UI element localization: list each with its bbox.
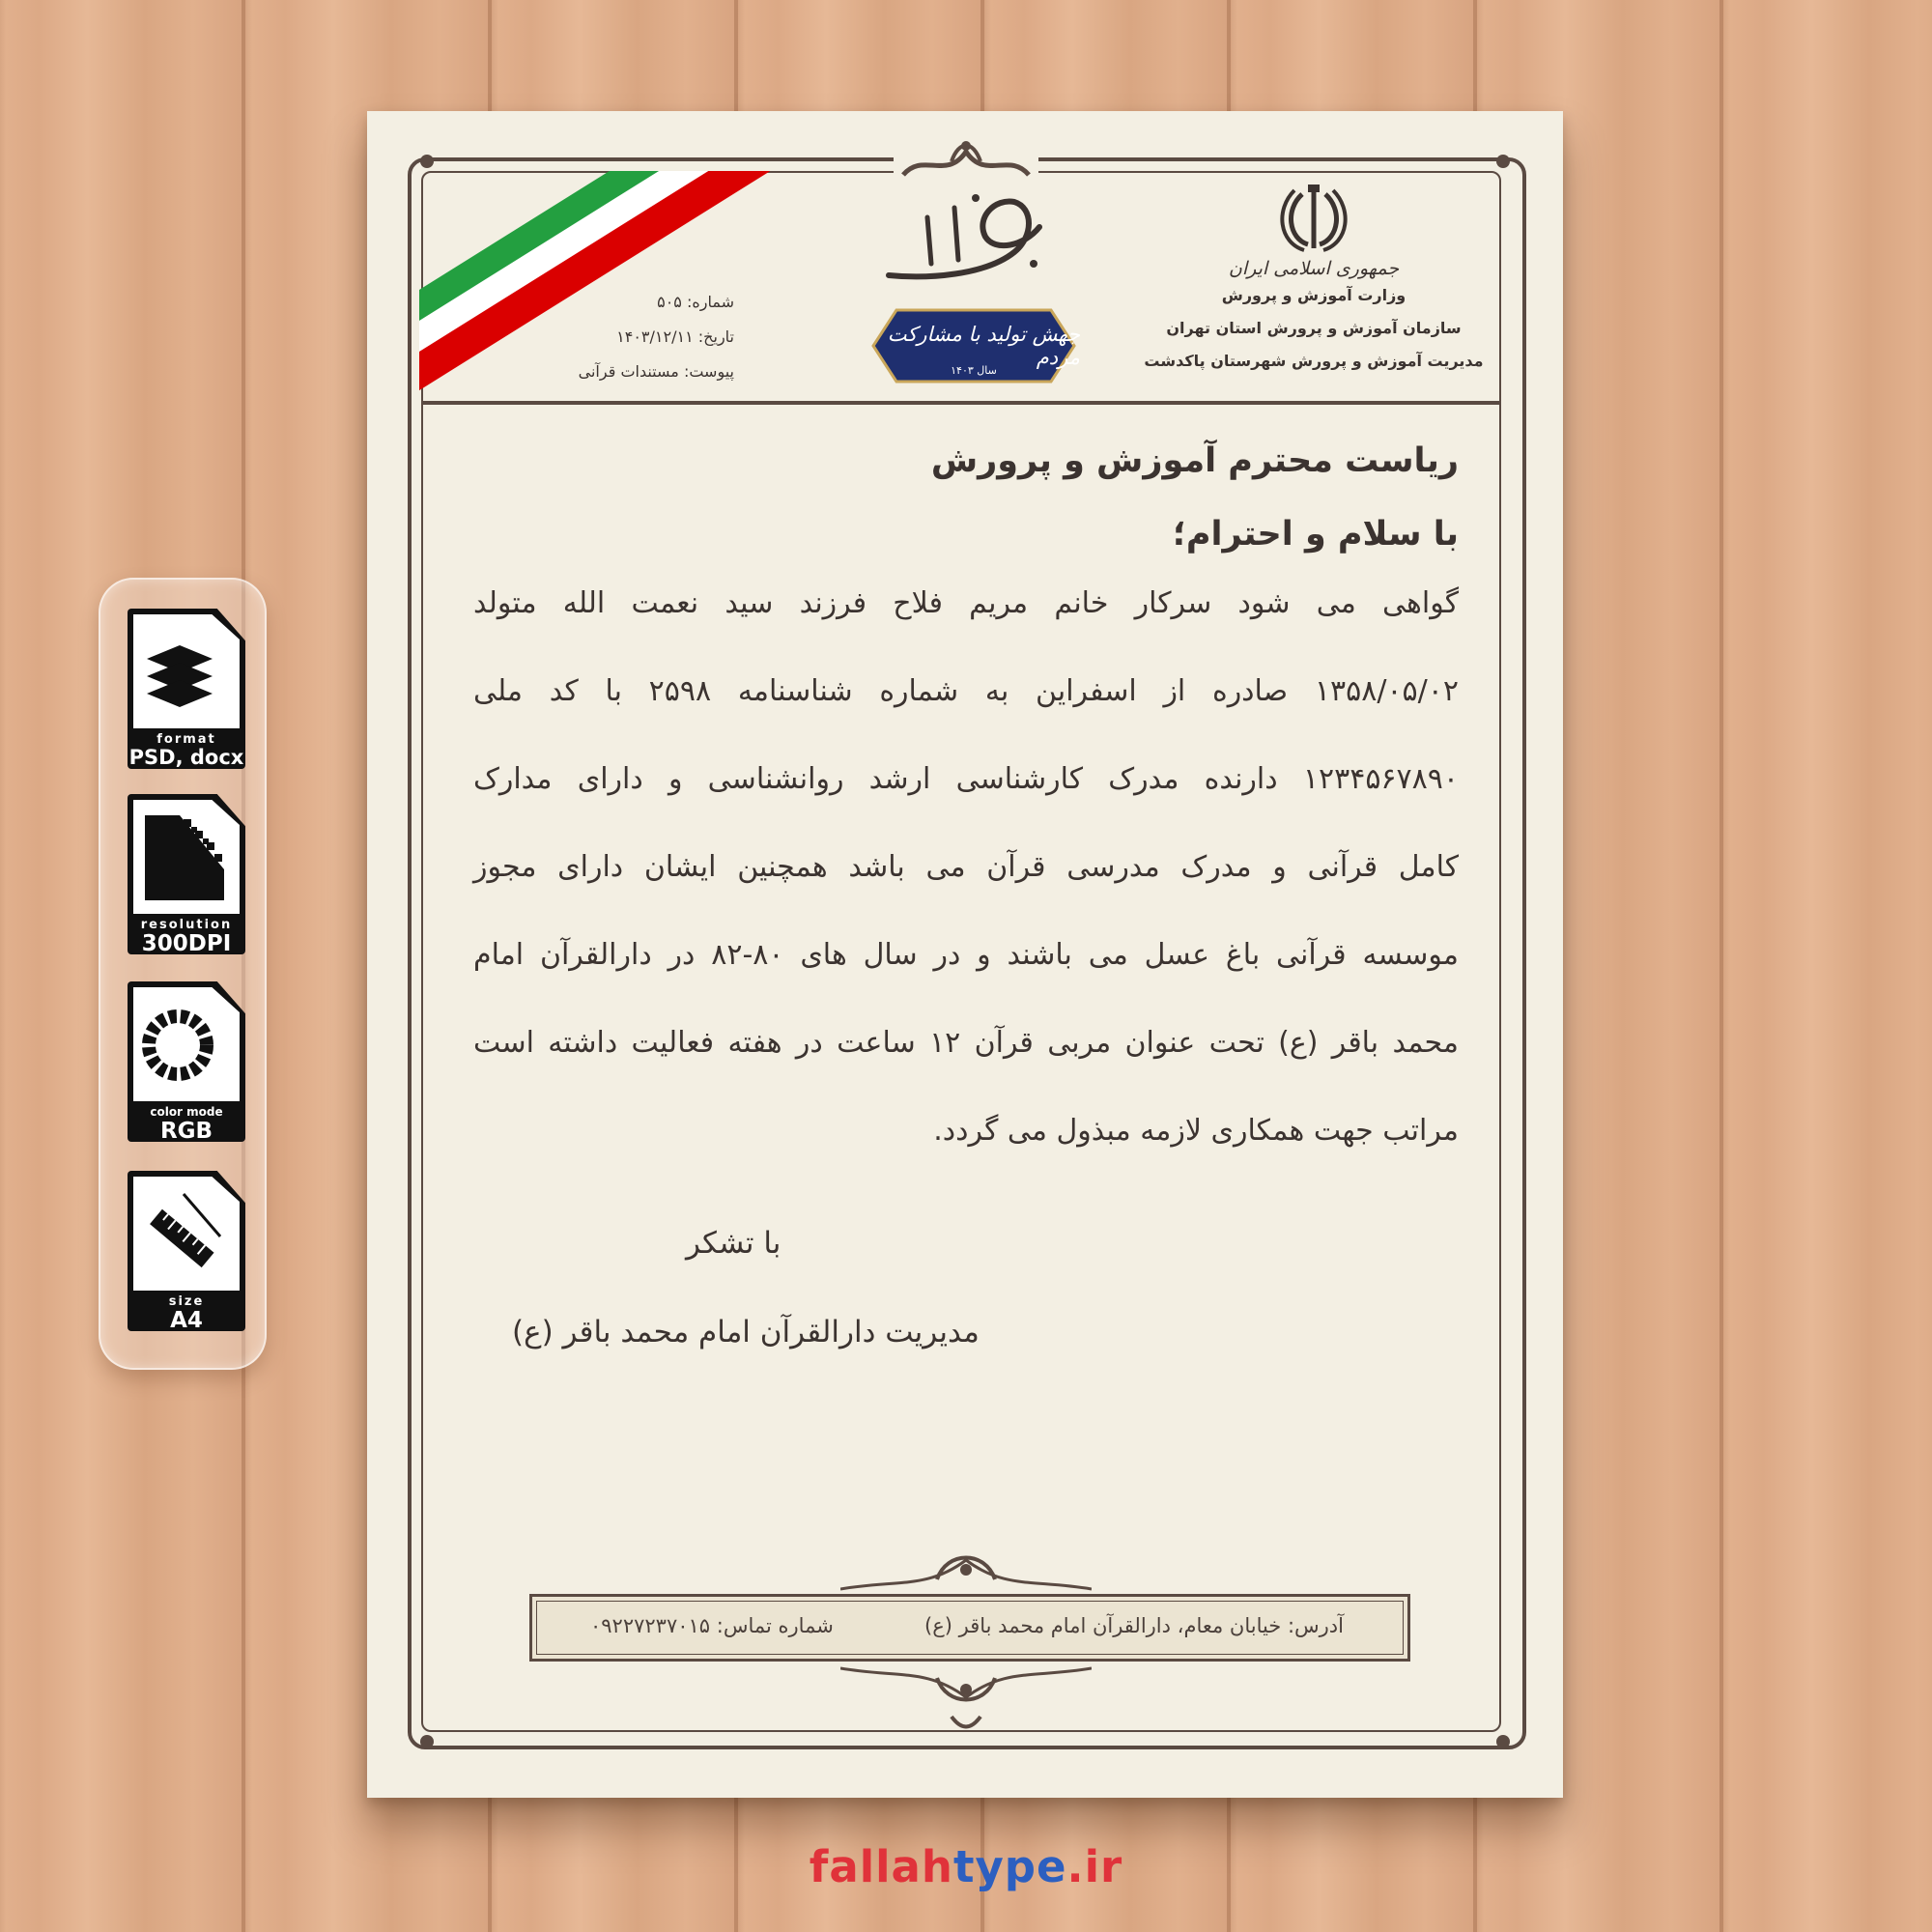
layers-icon [141, 626, 218, 713]
bismillah-calligraphy-icon [869, 179, 1063, 295]
spec-caption: resolution [140, 918, 233, 932]
letter-paragraph [473, 559, 1459, 1175]
slogan-year: سال ۱۴۰۳ [951, 364, 997, 377]
spec-value: PSD, docx [128, 746, 244, 769]
slogan-badge [867, 304, 1080, 387]
footer-contact-box [529, 1594, 1410, 1662]
spec-value: A4 [170, 1308, 203, 1333]
meta-date: تاریخ: ۱۴۰۳/۱۲/۱۱ [616, 327, 734, 346]
paragraph-line: ۱۳۵۸/۰۵/۰۲ صادره از اسفراین به شماره شناسنامه ۲۵۹۸ با کد ملی [473, 674, 1459, 708]
corner-ornament [415, 1724, 444, 1753]
spec-value: RGB [159, 1119, 213, 1144]
spec-caption: size [168, 1294, 205, 1309]
plank-seam [1719, 0, 1723, 1932]
footer-ornament-bottom [840, 1662, 1092, 1730]
paragraph-line: موسسه قرآنی باغ عسل می باشند و در سال های ۸۰-۸۲ در دارالقرآن امام [473, 938, 1460, 972]
letter-body [473, 430, 1459, 1175]
paragraph-line: کامل قرآنی و مدرک مدرسی قرآن می باشد همچنین ایشان دارای مجوز [473, 850, 1459, 884]
watermark-part: .ir [1066, 1841, 1123, 1892]
spec-value: 300DPI [141, 931, 232, 956]
paragraph-line: محمد باقر (ع) تحت عنوان مربی قرآن ۱۲ ساعت در هفته فعالیت داشته است [473, 1026, 1459, 1060]
spec-panel [99, 578, 267, 1370]
republic-title: جمهوری اسلامی ایران [1228, 258, 1400, 279]
color-wheel-icon [141, 999, 218, 1092]
watermark-part: type [952, 1841, 1067, 1892]
spec-color-mode [128, 981, 245, 1142]
meta-attachment: پیوست: مستندات قرآنی [578, 362, 734, 381]
organization-header [1140, 181, 1488, 378]
ministry-line: وزارت آموزش و پرورش [1221, 286, 1406, 304]
paragraph-line: گواهی می شود سرکار خانم مریم فلاح فرزند سید نعمت الله متولد [473, 586, 1459, 620]
watermark-part: fallah [809, 1841, 953, 1892]
letterhead-paper [367, 111, 1563, 1798]
footer-address: آدرس: خیابان معام، دارالقرآن امام محمد باقر (ع) [924, 1614, 1344, 1637]
ruler-icon [141, 1188, 224, 1281]
signature: مدیریت دارالقرآن امام محمد باقر (ع) [512, 1315, 980, 1350]
pixel-grid-icon [141, 811, 228, 904]
greeting: با سلام و احترام؛ [1172, 515, 1459, 554]
spec-resolution [128, 794, 245, 954]
county-office-line: مدیریت آموزش و پرورش شهرستان پاکدشت [1144, 352, 1484, 370]
spec-format [128, 609, 245, 769]
slogan-text: جهش تولید با مشارکت مردم [887, 323, 1080, 369]
province-office-line: سازمان آموزش و پرورش استان تهران [1166, 319, 1462, 337]
spec-caption: color mode [150, 1105, 223, 1119]
watermark-site [0, 1841, 1932, 1892]
spec-caption: format [156, 732, 216, 747]
spec-size [128, 1171, 245, 1331]
letter-meta [541, 285, 734, 389]
bismillah [869, 179, 1063, 298]
paragraph-line: ۱۲۳۴۵۶۷۸۹۰ دارنده مدرک کارشناسی ارشد روانشناسی و دارای مدارک [473, 762, 1459, 796]
national-emblem-icon [1275, 181, 1352, 256]
corner-ornament [1486, 150, 1515, 179]
closing: با تشکر [686, 1226, 781, 1261]
meta-number: شماره: ۵۰۵ [657, 293, 734, 311]
footer-phone: شماره تماس: ۰۹۲۲۷۲۳۷۰۱۵ [590, 1614, 834, 1637]
corner-ornament [1486, 1724, 1515, 1753]
flag-emblem-icon [510, 285, 535, 310]
recipient: ریاست محترم آموزش و پرورش [930, 441, 1459, 480]
footer-ornament-top [840, 1541, 1092, 1595]
paragraph-line: مراتب جهت همکاری لازمه مبذول می گردد. [933, 1114, 1459, 1148]
